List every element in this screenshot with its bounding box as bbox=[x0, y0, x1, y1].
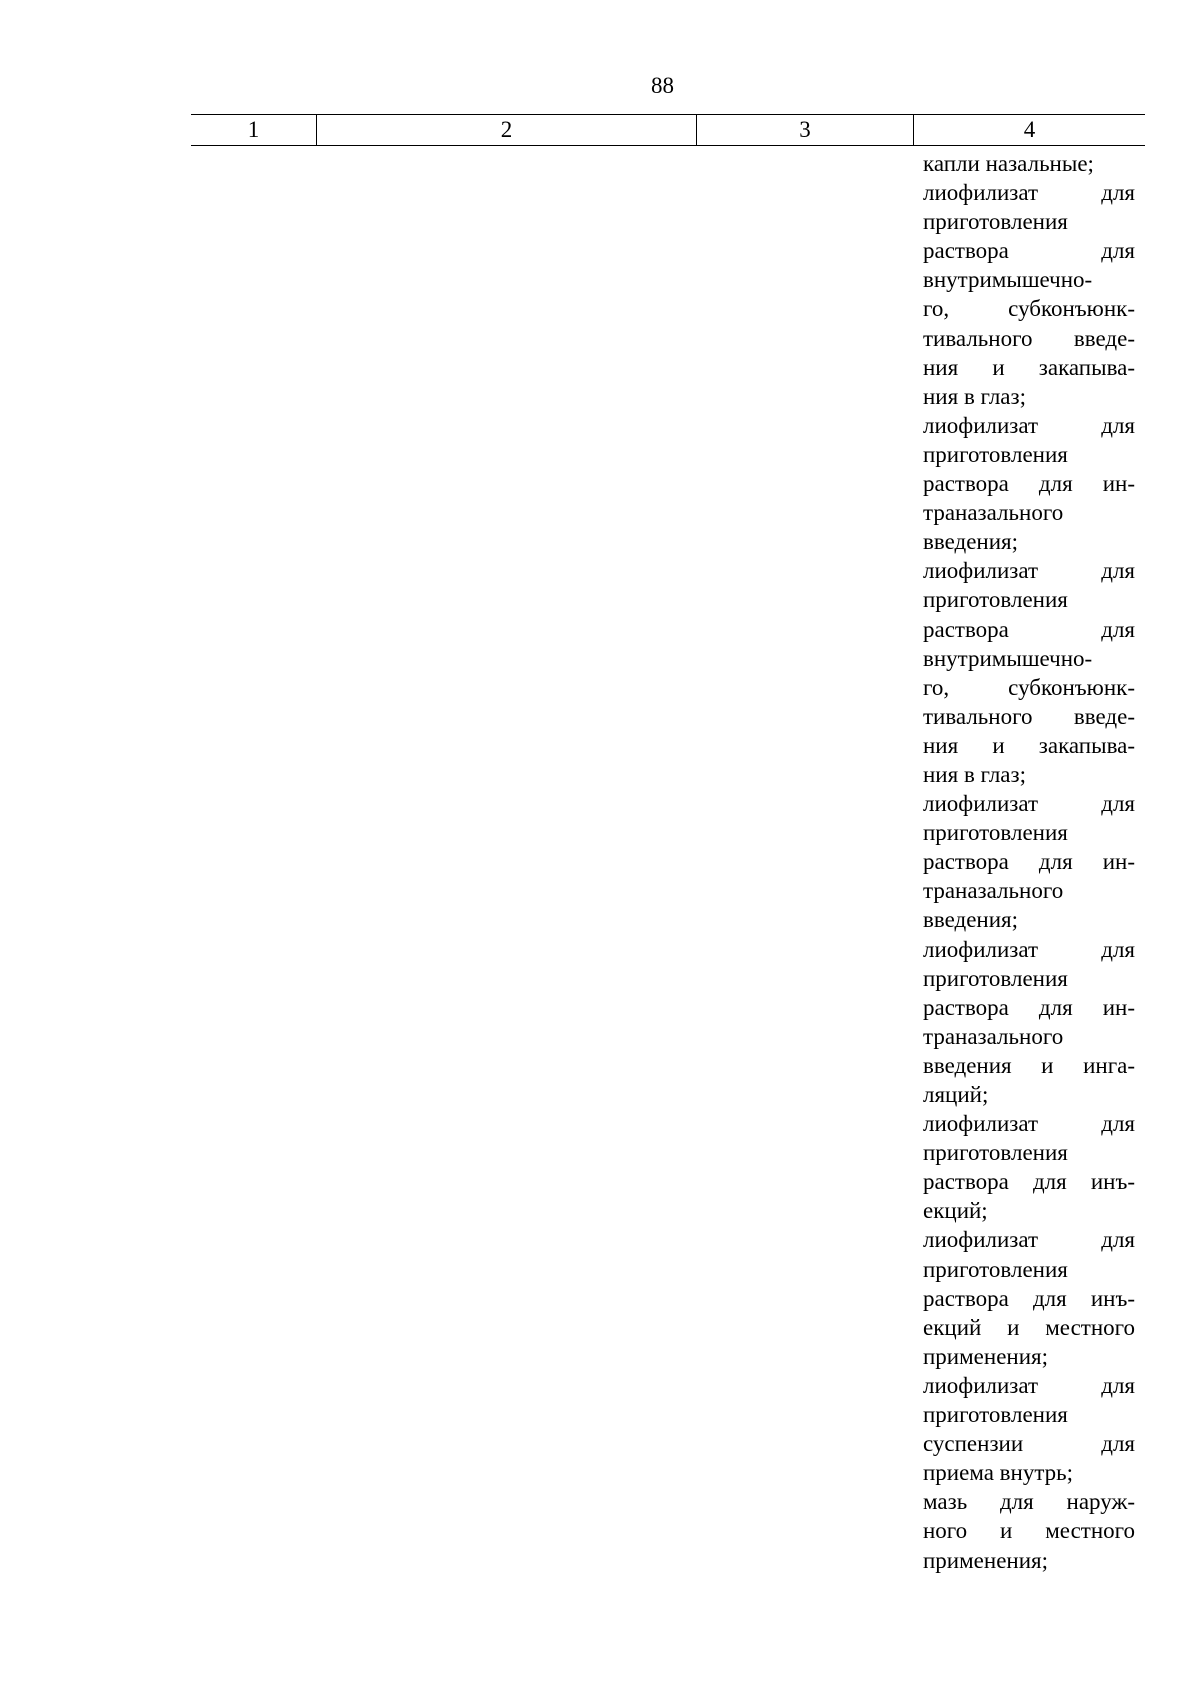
column-4-line: мазь для наруж- bbox=[923, 1489, 1135, 1515]
column-4-line: приготовления bbox=[923, 587, 1068, 613]
header-cell-2: 2 bbox=[316, 115, 696, 145]
column-4-line: капли назальные; bbox=[923, 151, 1094, 176]
column-4-line: суспензии для bbox=[923, 1431, 1135, 1457]
column-4-line: ния и закапыва- bbox=[923, 354, 1135, 380]
column-4-line: екций; bbox=[923, 1198, 988, 1224]
column-4-line: приготовления bbox=[923, 441, 1068, 467]
column-4-line: применения; bbox=[923, 1343, 1048, 1369]
column-4-line: приготовления bbox=[923, 209, 1068, 235]
header-cell-4: 4 bbox=[913, 115, 1145, 145]
column-4-line: тивального введе- bbox=[923, 325, 1135, 351]
page-number: 88 bbox=[651, 73, 674, 98]
column-4-line: раствора для bbox=[923, 238, 1135, 264]
column-4-line: приготовления bbox=[923, 1256, 1068, 1282]
column-4-content bbox=[923, 149, 1135, 1575]
column-4-line: лиофилизат для bbox=[923, 1227, 1135, 1253]
column-4-line: приема внутрь; bbox=[923, 1460, 1074, 1486]
column-4-line: раствора для ин- bbox=[923, 471, 1135, 497]
column-4-line: раствора для инъ- bbox=[923, 1285, 1135, 1311]
table-header-row bbox=[191, 114, 1145, 146]
column-4-line: траназального bbox=[923, 1023, 1064, 1049]
column-4-line: лиофилизат для bbox=[923, 791, 1135, 817]
column-4-line: траназального bbox=[923, 878, 1064, 904]
column-4-line: траназального bbox=[923, 500, 1064, 526]
column-4-line: ния в глаз; bbox=[923, 761, 1026, 787]
column-4-line: раствора для bbox=[923, 616, 1135, 642]
header-cell-1: 1 bbox=[247, 117, 260, 142]
column-4-line: применения; bbox=[923, 1547, 1048, 1573]
column-4-line: ния в глаз; bbox=[923, 383, 1026, 409]
column-4-line: тивального введе- bbox=[923, 703, 1135, 729]
column-4-line: лиофилизат для bbox=[923, 1372, 1135, 1398]
column-4-line: ния и закапыва- bbox=[923, 732, 1135, 758]
column-4-line: введения; bbox=[923, 907, 1018, 933]
column-4-line: раствора для ин- bbox=[923, 849, 1135, 875]
column-4-line: екций и местного bbox=[923, 1314, 1135, 1340]
column-4-line: раствора для инъ- bbox=[923, 1169, 1135, 1195]
column-4-line: го, субконъюнк- bbox=[923, 296, 1135, 322]
column-4-line: приготовления bbox=[923, 965, 1068, 991]
column-4-line: введения и инга- bbox=[923, 1052, 1135, 1078]
column-4-line: ляций; bbox=[923, 1082, 989, 1107]
column-4-line: приготовления bbox=[923, 1402, 1068, 1428]
column-4-line: приготовления bbox=[923, 820, 1068, 846]
column-4-line: лиофилизат для bbox=[923, 1111, 1135, 1137]
column-4-line: лиофилизат для bbox=[923, 412, 1135, 438]
column-4-line: введения; bbox=[923, 529, 1018, 555]
column-4-line: лиофилизат для bbox=[923, 180, 1135, 206]
column-4-line: го, субконъюнк- bbox=[923, 674, 1135, 700]
column-4-line: приготовления bbox=[923, 1140, 1068, 1166]
column-4-line: раствора для ин- bbox=[923, 994, 1135, 1020]
column-4-line: ного и местного bbox=[923, 1518, 1135, 1544]
column-4-line: внутримышечно- bbox=[923, 645, 1093, 671]
column-4-line: внутримышечно- bbox=[923, 267, 1093, 293]
column-4-line: лиофилизат для bbox=[923, 936, 1135, 962]
header-cell-3: 3 bbox=[696, 115, 913, 145]
column-4-line: лиофилизат для bbox=[923, 558, 1135, 584]
